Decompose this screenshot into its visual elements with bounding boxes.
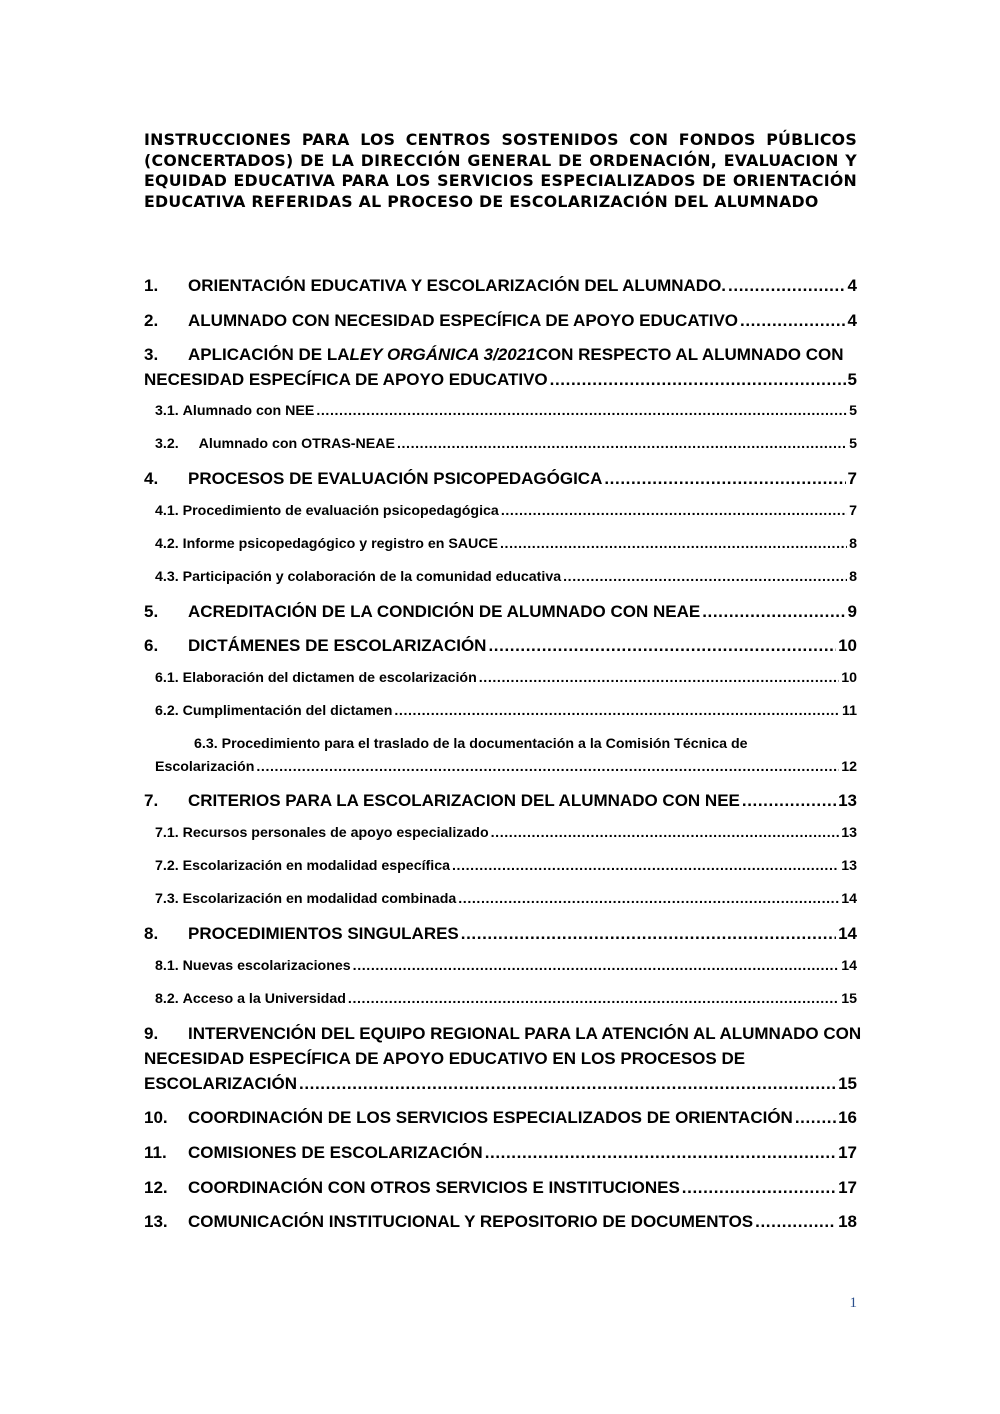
toc-text: ALUMNADO CON NECESIDAD ESPECÍFICA DE APOYO EDUCATIVO [188,311,739,330]
toc-text: PROCESOS DE EVALUACIÓN PSICOPEDAGÓGICA [188,469,603,488]
toc-number: 6.2. [155,703,179,719]
dot-leader [394,701,840,721]
toc-page: 13 [841,858,857,874]
dot-leader [491,823,840,843]
toc-text: Informe psicopedagógico y registro en SAUCE [182,536,499,552]
dot-leader [397,434,847,454]
toc-page: 5 [849,436,857,452]
toc-entry-10[interactable] [144,1105,857,1130]
toc-text: Nuevas escolarizaciones [182,958,351,974]
dot-leader [550,367,846,392]
toc-entry-6-3[interactable] [144,734,857,777]
toc-page: 8 [849,569,857,585]
toc-text: Participación y colaboración de la comunidad educativa [182,569,562,585]
toc-page: 17 [838,1143,857,1162]
toc-page: 18 [838,1212,857,1231]
toc-page: 14 [841,958,857,974]
dot-leader [299,1071,836,1096]
toc-text: COORDINACIÓN CON OTROS SERVICIOS E INSTITUCIONES [188,1178,680,1197]
toc-number: 11. [144,1143,167,1162]
toc-entry-1[interactable] [144,273,857,298]
toc-number: 7. [144,791,159,810]
dot-leader [501,501,847,521]
toc-entry-7-2[interactable] [144,856,857,876]
toc-text: ORIENTACIÓN EDUCATIVA Y ESCOLARIZACIÓN DEL ALUMNADO. [188,276,727,295]
toc-entry-5[interactable] [144,599,857,624]
toc-text: Elaboración del dictamen de escolarización [182,670,477,686]
dot-leader [500,534,847,554]
toc-text: Procedimiento para el traslado de la documentación a la Comisión Técnica de [221,736,748,752]
toc-entry-8-2[interactable] [144,989,857,1009]
toc-entry-4-3[interactable] [144,567,857,587]
dot-leader [795,1105,836,1130]
toc-page: 9 [847,602,857,621]
toc-page: 15 [841,991,857,1007]
toc-page: 13 [841,825,857,841]
toc-page: 5 [849,403,857,419]
toc-number: 10. [144,1108,168,1127]
toc-text: NECESIDAD ESPECÍFICA DE APOYO EDUCATIVO EN LOS PROCESOS DE [144,1049,746,1068]
toc-text: COORDINACIÓN DE LOS SERVICIOS ESPECIALIZADOS DE ORIENTACIÓN [188,1108,793,1127]
dot-leader [604,466,845,491]
toc-number: 8.2. [155,991,179,1007]
toc-text: Escolarización en modalidad combinada [182,891,457,907]
toc-text: ESCOLARIZACIÓN [144,1074,297,1093]
dot-leader [256,757,839,777]
toc-page: 15 [838,1074,857,1093]
toc-text: COMISIONES DE ESCOLARIZACIÓN [188,1143,483,1162]
toc-page: 12 [841,759,857,775]
toc-entry-8[interactable] [144,921,857,946]
toc-text: Escolarización [155,759,255,775]
toc-entry-9[interactable] [144,1021,862,1096]
toc-page: 4 [847,276,857,295]
toc-text: Cumplimentación del dictamen [182,703,393,719]
toc-entry-3-2[interactable] [144,434,857,454]
toc-number: 4.2. [155,536,179,552]
toc-entry-7-1[interactable] [144,823,857,843]
page-number: 1 [849,1295,857,1311]
dot-leader [316,401,847,421]
dot-leader [728,273,845,298]
toc-text: DICTÁMENES DE ESCOLARIZACIÓN [188,636,487,655]
toc-page: 7 [847,469,857,488]
toc-page: 17 [838,1178,857,1197]
toc-text: CRITERIOS PARA LA ESCOLARIZACION DEL ALUMNADO CON NEE [188,791,740,810]
toc-entry-13[interactable] [144,1209,857,1234]
toc-number: 13. [144,1212,168,1231]
toc-page: 5 [847,370,857,389]
toc-text: Recursos personales de apoyo especializado [182,825,489,841]
dot-leader [488,633,836,658]
toc-entry-3-1[interactable] [144,401,857,421]
toc-number: 4.1. [155,503,179,519]
toc-number: 5. [144,602,159,621]
toc-text: PROCEDIMIENTOS SINGULARES [188,924,459,943]
toc-page: 14 [841,891,857,907]
dot-leader [348,989,839,1009]
toc-number: 3.2. [155,436,179,452]
toc-number: 7.1. [155,825,179,841]
toc-number: 6. [144,636,159,655]
toc-number: 6.1. [155,670,179,686]
dot-leader [461,921,836,946]
toc-text: Alumnado con OTRAS-NEAE [198,436,395,452]
dot-leader [353,956,840,976]
dot-leader [479,668,839,688]
toc-page: 7 [849,503,857,519]
toc-number: 7.2. [155,858,179,874]
dot-leader [742,788,836,813]
toc-entry-4[interactable] [144,466,857,491]
toc-page: 14 [838,924,857,943]
toc-entry-8-1[interactable] [144,956,857,976]
toc-entry-2[interactable] [144,308,857,333]
dot-leader [755,1209,836,1234]
toc-text: CON RESPECTO AL ALUMNADO CON [535,345,844,364]
toc-text-italic: LEY ORGÁNICA 3/2021 [349,345,536,364]
toc-text: APLICACIÓN DE LA [188,345,350,364]
toc-entry-6-1[interactable] [144,668,857,688]
toc-entry-3[interactable] [144,342,857,392]
dot-leader [452,856,839,876]
toc-page: 10 [841,670,857,686]
toc-entry-12[interactable] [144,1175,857,1200]
toc-page: 4 [847,311,857,330]
toc-number: 12. [144,1178,168,1197]
toc-number: 4. [144,469,159,488]
dot-leader [563,567,847,587]
toc-text: COMUNICACIÓN INSTITUCIONAL Y REPOSITORIO DE DOCUMENTOS [188,1212,754,1231]
toc-page: 11 [842,703,857,719]
dot-leader [458,889,839,909]
dot-leader [485,1140,836,1165]
toc-text: Alumnado con NEE [182,403,315,419]
toc-page: 10 [838,636,857,655]
toc-page: 16 [838,1108,857,1127]
toc-text: Escolarización en modalidad específica [182,858,450,874]
toc-number: 8. [144,924,159,943]
toc-number: 3. [144,345,159,364]
toc-number: 2. [144,311,159,330]
dot-leader [702,599,845,624]
toc-text: NECESIDAD ESPECÍFICA DE APOYO EDUCATIVO [144,370,548,389]
toc-number: 4.3. [155,569,179,585]
toc-entry-7[interactable] [144,788,857,813]
toc-number: 7.3. [155,891,179,907]
dot-leader [682,1175,836,1200]
toc-text: INTERVENCIÓN DEL EQUIPO REGIONAL PARA LA ATENCIÓN AL ALUMNADO CON [188,1024,862,1043]
toc-page: 13 [838,791,857,810]
toc-entry-6[interactable] [144,633,857,658]
toc-text: Procedimiento de evaluación psicopedagógica [182,503,499,519]
toc-number: 6.3. [194,736,218,752]
dot-leader [740,308,846,333]
toc-number: 1. [144,276,159,295]
toc-number: 9. [144,1024,159,1043]
toc-line [144,342,857,367]
toc-entry-11[interactable] [144,1140,857,1165]
toc-number: 3.1. [155,403,179,419]
document-title: INSTRUCCIONES PARA LOS CENTROS SOSTENIDOS CON FONDOS PÚBLICOS (CONCERTADOS) DE LA DIRECCIÓN GENERAL DE ORDENACIÓN, EVALUACION Y EQUIDAD EDUCATIVA PARA LOS SERVICIOS ESPECIALIZADOS DE ORIENTACIÓN EDUCATIVA REFERIDAS AL PROCESO DE ESCOLARIZACIÓN DEL ALUMNADO [144,130,857,211]
toc-text: Acceso a la Universidad [182,991,346,1007]
toc-entry-7-3[interactable] [144,889,857,909]
toc-text: ACREDITACIÓN DE LA CONDICIÓN DE ALUMNADO CON NEAE [188,602,701,621]
toc-page: 8 [849,536,857,552]
toc-entry-4-2[interactable] [144,534,857,554]
toc-number: 8.1. [155,958,179,974]
toc-entry-6-2[interactable] [144,701,857,721]
toc-entry-4-1[interactable] [144,501,857,521]
